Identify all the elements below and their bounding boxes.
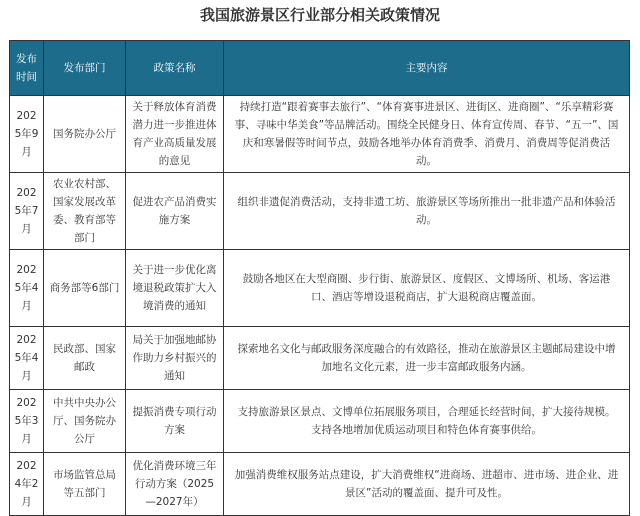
department-cell: 市场监管总局等五部门 (44, 453, 126, 516)
table-row (10, 327, 630, 390)
publish-time-cell: 2025年4月 (10, 250, 44, 327)
table-row (10, 453, 630, 516)
table-row (10, 96, 630, 173)
policy-name-cell: 关于释放体育消费潜力进一步推进体育产业高质量发展的意见 (126, 96, 224, 173)
policy-name-cell: 关于进一步优化离境退税政策扩大入境消费的通知 (126, 250, 224, 327)
policy-name-cell: 促进农产品消费实施方案 (126, 173, 224, 250)
policy-name-cell: 局关于加强地邮协作助力乡村振兴的通知 (126, 327, 224, 390)
table-row (10, 250, 630, 327)
publish-time-cell: 2024年2月 (10, 453, 44, 516)
header-time: 发布时间 (10, 41, 44, 96)
department-cell: 中共中央办公厅、国务院办公厅 (44, 390, 126, 453)
header-dept: 发布部门 (44, 41, 126, 96)
department-cell: 国务院办公厅 (44, 96, 126, 173)
publish-time-cell: 2025年4月 (10, 327, 44, 390)
main-content-cell: 持续打造“跟着赛事去旅行”、“体育赛事进景区、进街区、进商圈”、“乐享精彩赛事、寻味中华美食”等品牌活动。围绕全民健身日、体育宣传周、春节、“五一”、国庆和寒暑假等时间节点，鼓励各地举办体育消费季、消费月、消费周等促消费活动。 (224, 96, 630, 173)
policy-name-cell: 提振消费专项行动方案 (126, 390, 224, 453)
department-cell: 商务部等6部门 (44, 250, 126, 327)
main-content-cell: 鼓励各地区在大型商圈、步行街、旅游景区、度假区、文博场所、机场、客运港口、酒店等增设退税商店，扩大退税商店覆盖面。 (224, 250, 630, 327)
department-cell: 农业农村部、国家发展改革委、教育部等部门 (44, 173, 126, 250)
header-content: 主要内容 (224, 41, 630, 96)
publish-time-cell: 2025年9月 (10, 96, 44, 173)
policy-name-cell: 优化消费环境三年行动方案（2025—2027年） (126, 453, 224, 516)
table-row (10, 173, 630, 250)
main-content-cell: 组织非遗促消费活动，支持非遗工坊、旅游景区等场所推出一批非遗产品和体验活动。 (224, 173, 630, 250)
main-content-cell: 探索地名文化与邮政服务深度融合的有效路径，推动在旅游景区主题邮局建设中增加地名文化元素，进一步丰富邮政服务内涵。 (224, 327, 630, 390)
department-cell: 民政部、国家邮政 (44, 327, 126, 390)
table-row (10, 390, 630, 453)
page-title: 我国旅游景区行业部分相关政策情况 (199, 6, 440, 24)
main-content-cell: 支持旅游景区景点、文博单位拓展服务项目，合理延长经营时间，扩大接待规模。支持各地增加优质运动项目和特色体育赛事供给。 (224, 390, 630, 453)
table-header (10, 41, 630, 96)
publish-time-cell: 2025年3月 (10, 390, 44, 453)
publish-time-cell: 2025年7月 (10, 173, 44, 250)
main-content-cell: 加强消费维权服务站点建设，扩大消费维权“进商场、进超市、进市场、进企业、进景区”活动的覆盖面、提升可及性。 (224, 453, 630, 516)
header-policy: 政策名称 (126, 41, 224, 96)
policy-table (9, 40, 630, 516)
